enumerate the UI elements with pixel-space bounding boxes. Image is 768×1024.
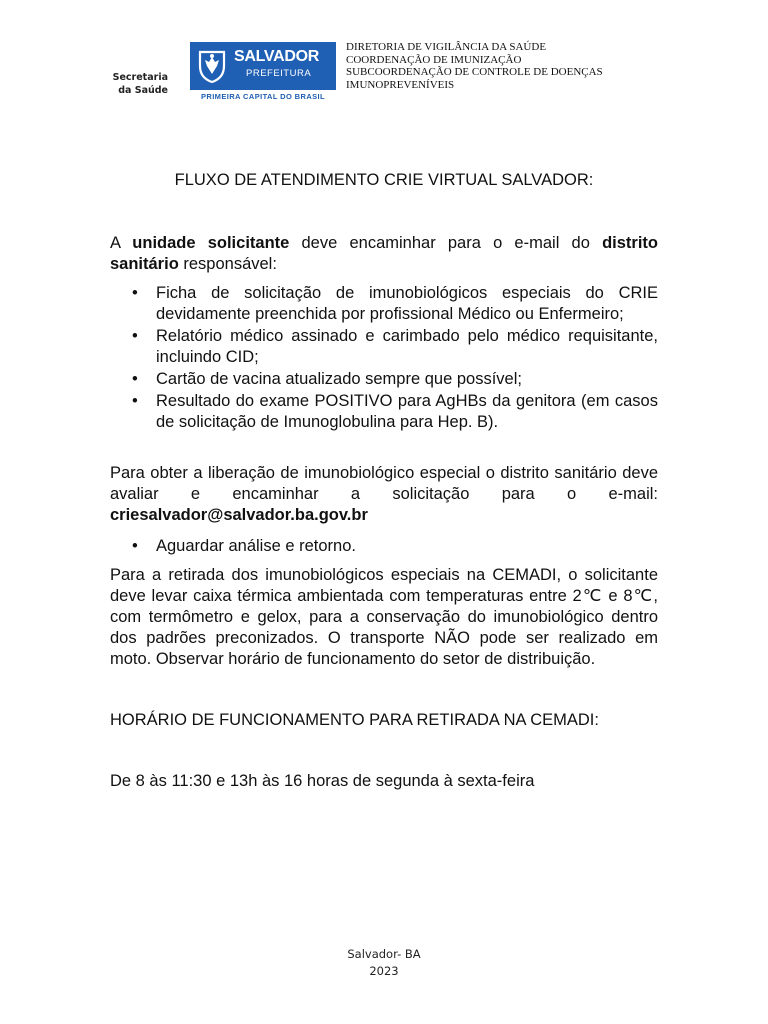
intro-paragraph: A unidade solicitante deve encaminhar para o e-mail do distrito sanitário responsável: <box>110 234 658 273</box>
department-line: COORDENAÇÃO DE IMUNIZAÇÃO <box>346 53 522 66</box>
list-item: • Ficha de solicitação de imunobiológicos especiais do CRIE devidamente preenchida por profissional Médico ou Enfermeiro; <box>132 284 658 323</box>
logo-title: SALVADOR <box>234 48 320 65</box>
hours-text: De 8 às 11:30 e 13h às 16 horas de segunda à sexta-feira <box>110 772 535 790</box>
coat-of-arms-icon <box>196 48 228 84</box>
bullet-icon: • <box>132 327 138 345</box>
secretaria-label: Secretaria da Saúde <box>112 72 168 96</box>
bullet-icon: • <box>132 370 138 388</box>
bullet-icon: • <box>132 537 138 555</box>
document-footer <box>0 946 768 980</box>
pickup-paragraph: Para a retirada dos imunobiológicos especiais na CEMADI, o solicitante deve levar caixa térmica ambientada com temperaturas entre 2℃ e 8℃, com termômetro e gelox, para a conservação do imunobiológico dentro dos padrões preconizados. O transporte NÃO pode ser realizado em moto. Observar horário de funcionamento do setor de distribuição. <box>110 566 658 668</box>
document-header <box>0 38 768 108</box>
release-steps-list <box>110 536 658 557</box>
footer-place: Salvador- BA <box>347 947 421 961</box>
logo-box <box>190 42 336 90</box>
logo-subtitle: PREFEITURA <box>246 68 312 79</box>
department-line: IMUNOPREVENÍVEIS <box>346 78 455 91</box>
department-line: SUBCOORDENAÇÃO DE CONTROLE DE DOENÇAS <box>346 66 603 78</box>
prefeitura-logo <box>190 42 336 102</box>
bullet-icon: • <box>132 284 138 302</box>
list-item: • Relatório médico assinado e carimbado pelo médico requisitante, incluindo CID; <box>132 327 658 366</box>
department-block <box>346 41 646 91</box>
list-item: • Aguardar análise e retorno. <box>132 537 356 555</box>
list-item: • Resultado do exame POSITIVO para AgHBs da genitora (em casos de solicitação de Imunoglobulina para Hep. B). <box>132 392 658 431</box>
release-email[interactable]: criesalvador@salvador.ba.gov.br <box>110 506 368 524</box>
list-item: • Cartão de vacina atualizado sempre que possível; <box>132 370 522 388</box>
hours-heading: HORÁRIO DE FUNCIONAMENTO PARA RETIRADA NA CEMADI: <box>110 711 599 729</box>
department-line: DIRETORIA DE VIGILÂNCIA DA SAÚDE <box>346 41 547 53</box>
document-title: FLUXO DE ATENDIMENTO CRIE VIRTUAL SALVADOR: <box>174 171 594 189</box>
bullet-icon: • <box>132 392 138 410</box>
logo-tagline: PRIMEIRA CAPITAL DO BRASIL <box>200 92 325 101</box>
release-paragraph: Para obter a liberação de imunobiológico especial o distrito sanitário deve avaliar e encaminhar a solicitação para o e-mail: criesalvador@salvador.ba.gov.br <box>110 464 658 524</box>
document-body <box>110 170 658 792</box>
footer-year: 2023 <box>369 964 399 978</box>
requirements-list <box>110 283 658 433</box>
